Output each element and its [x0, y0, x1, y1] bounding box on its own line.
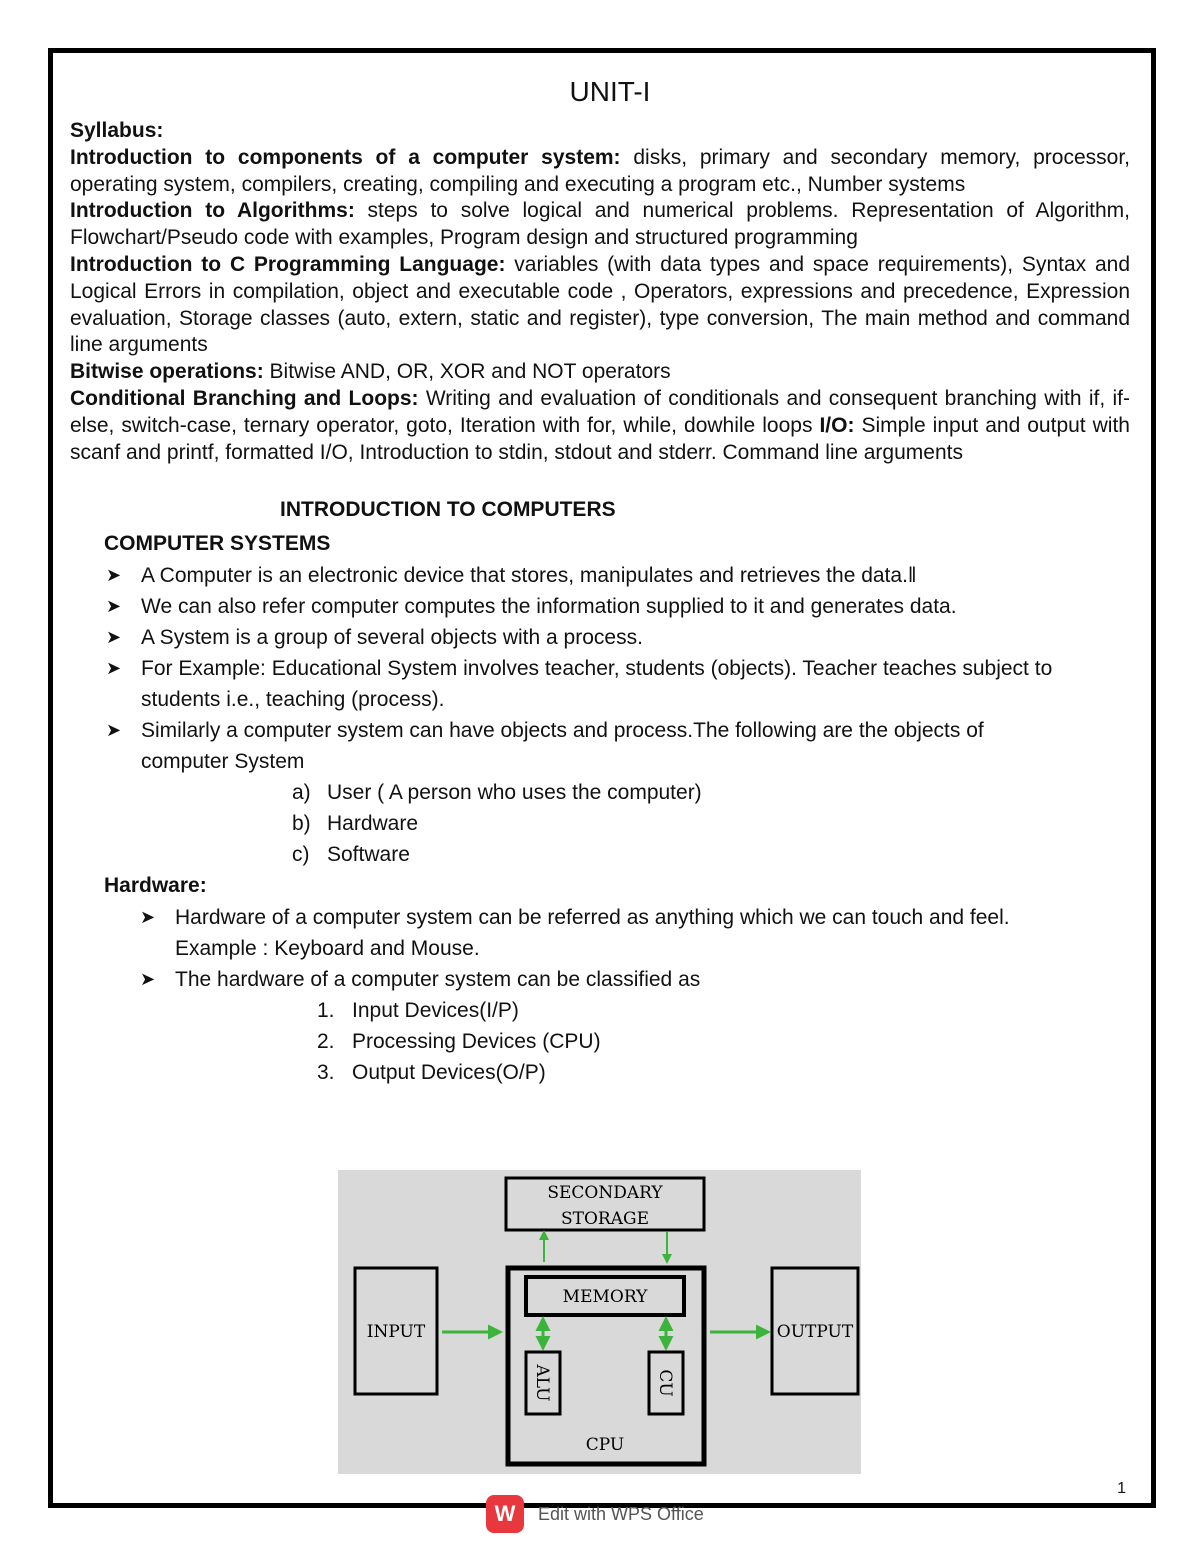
list-item: ➤ For Example: Educational System involves teacher, students (objects). Teacher teaches subject to students i.e., teaching (process).: [70, 653, 1071, 715]
list-item: ➤ Hardware of a computer system can be referred as anything which we can touch and feel. Example : Keyboard and Mouse.: [70, 902, 1075, 964]
objects-list: [70, 777, 1130, 870]
wps-watermark-text: Edit with WPS Office: [538, 1503, 704, 1524]
alu-label: ALU: [532, 1364, 552, 1402]
document-body: [70, 70, 1130, 1088]
hardware-title: Hardware:: [104, 874, 207, 898]
output-label: OUTPUT: [776, 1322, 854, 1342]
syllabus-item: Introduction to Algorithms: steps to solve logical and numerical problems. Representation of Algorithm, Flowchart/Pseudo code with examples, Program design and structured programming: [70, 199, 1130, 250]
syllabus-item: Introduction to components of a computer system: disks, primary and secondary memory, processor, operating system, compilers, creating, compiling and executing a program etc., Number systems: [70, 145, 1130, 196]
syllabus-item: Conditional Branching and Loops: Writing and evaluation of conditionals and consequent branching with if, if-else, switch-case, ternary operator, goto, Iteration with for, while, dowhile loops I/O: Simple input and output with scanf and printf, formatted I/O, Introduction to stdin, stdout and stderr. Command line arguments: [70, 386, 1130, 464]
list-item: ➤ A System is a group of several objects with a process.: [70, 622, 1071, 653]
syllabus-item: Bitwise operations: Bitwise AND, OR, XOR and NOT operators: [70, 360, 671, 384]
syllabus-heading: Syllabus:: [70, 119, 164, 142]
list-item: a) User ( A person who uses the computer): [292, 781, 702, 805]
hardware-classes-list: [70, 995, 1130, 1088]
page-number: 1: [1117, 1480, 1126, 1497]
section-title: INTRODUCTION TO COMPUTERS: [280, 498, 616, 522]
computer-block-diagram: [338, 1170, 861, 1474]
cpu-label: CPU: [585, 1435, 625, 1455]
wps-logo-icon: W: [486, 1495, 524, 1533]
list-item: 1. Input Devices(I/P): [317, 999, 519, 1023]
list-item: ➤ A Computer is an electronic device that stores, manipulates and retrieves the data.‖: [70, 560, 1071, 591]
arrow-bullet-icon: ➤: [106, 565, 122, 586]
list-item: ➤ We can also refer computer computes the information supplied to it and generates data.: [70, 591, 1071, 622]
list-item: 2. Processing Devices (CPU): [317, 1030, 601, 1054]
memory-label: MEMORY: [562, 1287, 648, 1307]
list-item: b) Hardware: [292, 812, 419, 836]
arrow-bullet-icon: ➤: [140, 969, 156, 990]
arrow-bullet-icon: ➤: [106, 720, 122, 741]
hardware-list: [70, 902, 1130, 995]
input-label: INPUT: [366, 1322, 426, 1342]
list-item: c) Software: [292, 843, 410, 867]
arrow-bullet-icon: ➤: [140, 907, 156, 928]
secondary-storage-label: STORAGE: [561, 1209, 649, 1229]
cu-label: CU: [655, 1369, 675, 1397]
arrow-bullet-icon: ➤: [106, 658, 122, 679]
wps-watermark[interactable]: [486, 1494, 704, 1534]
arrow-bullet-icon: ➤: [106, 596, 122, 617]
syllabus: [70, 118, 1130, 466]
computer-systems-list: [70, 560, 1130, 777]
secondary-storage-label: SECONDARY: [547, 1183, 663, 1203]
list-item: ➤ The hardware of a computer system can be classified as: [70, 964, 1075, 995]
subsection-title: COMPUTER SYSTEMS: [104, 532, 331, 556]
syllabus-item: Introduction to C Programming Language: variables (with data types and space requirements), Syntax and Logical Errors in compilation, object and executable code , Operators, expressions and precedence, Expression evaluation, Storage classes (auto, extern, static and register), type conversion, The main method and command line arguments: [70, 252, 1130, 357]
list-item: ➤ Similarly a computer system can have objects and process.The following are the objects of computer System: [70, 715, 1071, 777]
unit-title: UNIT-I: [569, 76, 651, 107]
arrow-bullet-icon: ➤: [106, 627, 122, 648]
list-item: 3. Output Devices(O/P): [317, 1061, 546, 1085]
